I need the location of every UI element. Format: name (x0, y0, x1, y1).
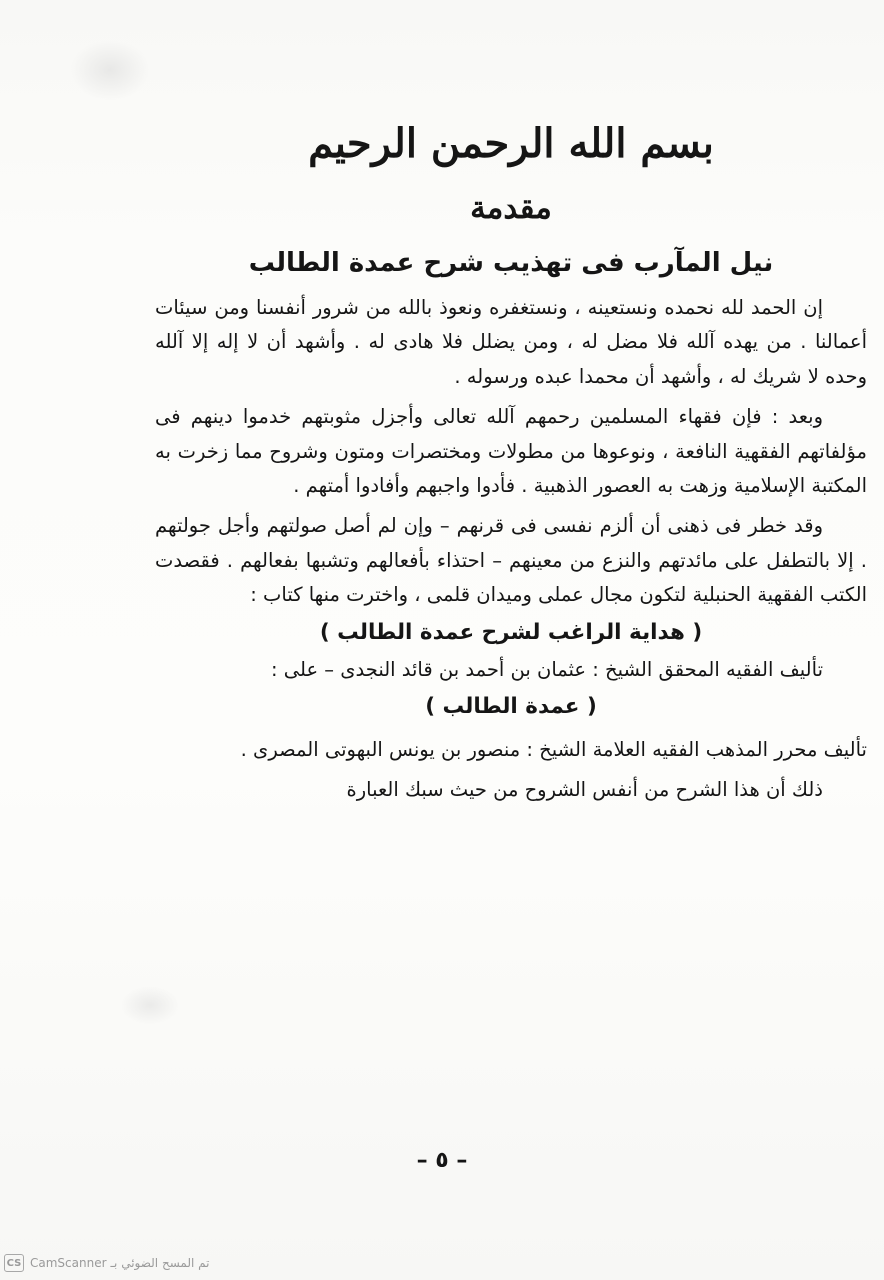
paragraph-praise: إن الحمد لله نحمده ونستعينه ، ونستغفره ونعوذ بالله من شرور أنفسنا ومن سيئات أعمالنا . من يهده آلله فلا مضل له ، ومن يضلل فلا هادى له . وأشهد أن لا إله إلا آلله وحده لا شريك له ، وأشهد أن محمدا عبده ورسوله . (155, 296, 867, 388)
paragraph-intention: وقد خطر فى ذهنى أن ألزم نفسى فى قرنهم – وإن لم أصل صولتهم وأجل جولتهم . إلا بالتطفل على مائدتهم والنزع من معينهم – احتذاء بأفعالهم وتشبها بفعالهم . فقصدت الكتب الفقهية الحنبلية لتكون مجال عملى وميدان قلمى ، واخترت منها كتاب : (155, 514, 867, 607)
heading-umda: ( عمدة الطالب ) (425, 694, 597, 720)
book-title: نيل المآرب فى تهذيب شرح عمدة الطالب (248, 248, 774, 278)
camscanner-footer (4, 1252, 209, 1274)
page-number: – ٥ – (416, 1148, 468, 1173)
scanned-with-text: تم المسح الضوئي بـ (110, 1256, 210, 1270)
camscanner-logo-icon: CS (4, 1254, 24, 1272)
scan-smudge (70, 40, 150, 100)
heading-hidaya: ( هداية الراغب لشرح عمدة الطالب ) (319, 619, 703, 645)
camscanner-app-name: CamScanner (30, 1256, 107, 1270)
paragraph-jurists: وبعد : فإن فقهاء المسلمين رحمهم آلله تعالى وأجزل مثوبتهم خدموا دينهم فى مؤلفاتهم الفقهية النافعة ، ونوعوها من مطولات ومختصرات ومتون وشروح مما زخرت به المكتبة الإسلامية وزهت به العصور الذهبية . فأدوا واجبهم وأفادوا أمتهم . (155, 405, 867, 498)
author-line-mansur: تأليف محرر المذهب الفقيه العلامة الشيخ : منصور بن يونس البهوتى المصرى . (240, 738, 867, 762)
paragraph-last-line: ذلك أن هذا الشرح من أنفس الشروح من حيث سبك العبارة (346, 778, 823, 802)
introduction-title: مقدمة (470, 190, 552, 226)
author-line-uthman: تأليف الفقيه المحقق الشيخ : عثمان بن أحمد بن قائد النجدى – على : (270, 657, 823, 681)
basmala-calligraphy: بسم الله الرحمن الرحيم (308, 120, 714, 167)
page-content (155, 105, 867, 1185)
